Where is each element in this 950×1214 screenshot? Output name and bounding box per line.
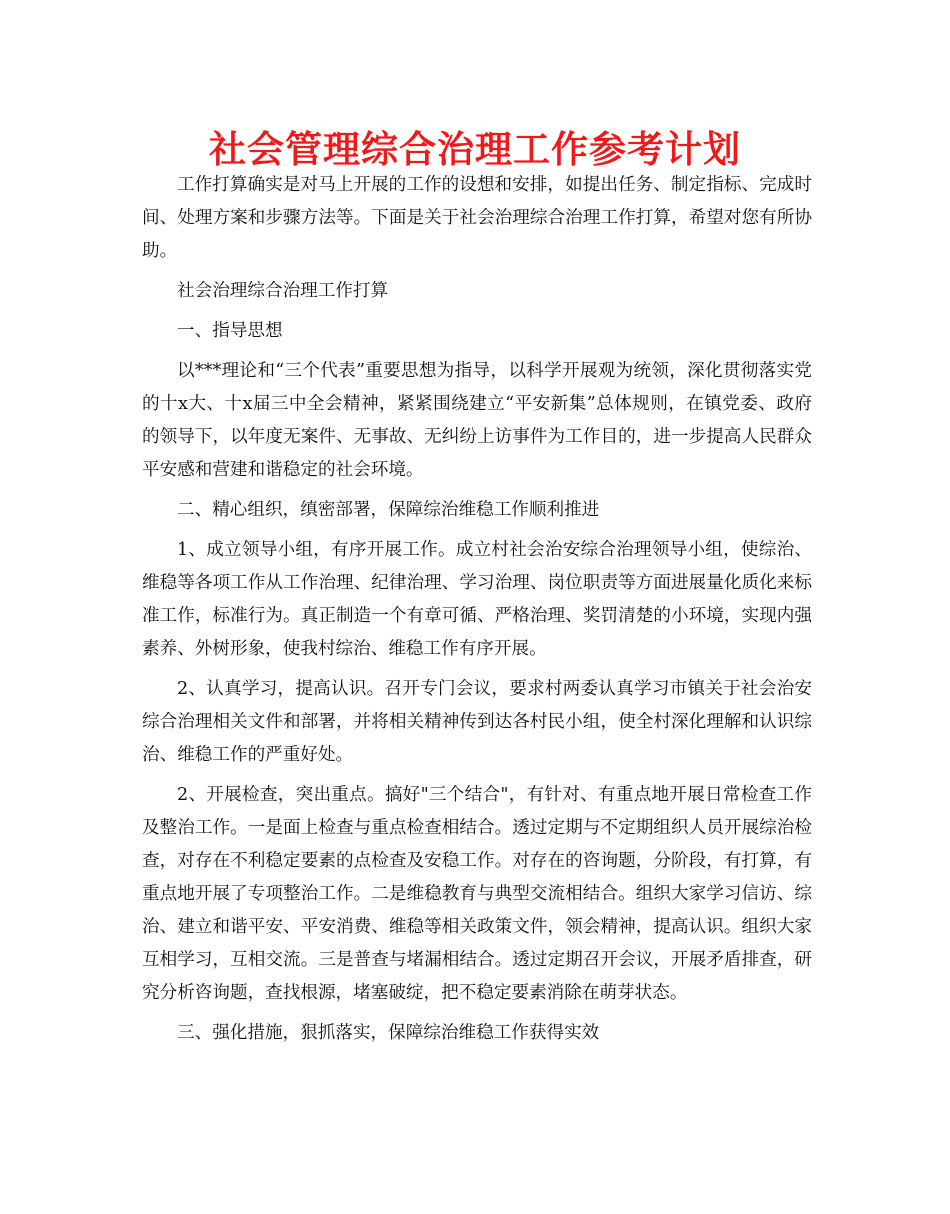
study-paragraph: 2、认真学习，提高认识。召开专门会议，要求村两委认真学习市镇关于社会治安综合治理相关文件和部署，并将相关精神传到达各村民小组，使全村深化理解和认识综治、维稳工作的严重好处。: [142, 679, 812, 765]
leadership-group-paragraph: 1、成立领导小组，有序开展工作。成立村社会治安综合治理领导小组，使综治、维稳等各项工作从工作治理、纪律治理、学习治理、岗位职责等方面进展量化质化来标准工作，标准行为。真正制造一个有章可循、严格治理、奖罚清楚的小环境，实现内强素养、外树形象，使我村综治、维稳工作有序开展。: [142, 540, 812, 659]
section-heading-plan: 社会治理综合治理工作打算: [177, 281, 389, 301]
inspection-paragraph: 2、开展检查，突出重点。搞好"三个结合"，有针对、有重点地开展日常检查工作及整治工作。一是面上检查与重点检查相结合。透过定期与不定期组织人员开展综治检查，对存在不利稳定要素的点检查及安稳工作。对存在的咨询题，分阶段，有打算，有重点地开展了专项整治工作。二是维稳教育与典型交流相结合。组织大家学习信访、综治、建立和谐平安、平安消费、维稳等相关政策文件，领会精神，提高认识。组织大家互相学习，互相交流。三是普查与堵漏相结合。透过定期召开会议，开展矛盾排查，研究分析咨询题，查找根源，堵塞破绽，把不稳定要素消除在萌芽状态。: [142, 785, 812, 1003]
section-heading-guiding-thought: 一、指导思想: [177, 321, 283, 341]
document-body: [142, 169, 812, 1057]
document-title: 社会管理综合治理工作参考计划: [209, 128, 741, 171]
intro-paragraph: 工作打算确实是对马上开展的工作的设想和安排，如提出任务、制定指标、完成时间、处理方案和步骤方法等。下面是关于社会治理综合治理工作打算，希望对您有所协助。: [142, 175, 812, 261]
guiding-thought-paragraph: 以***理论和“三个代表”重要思想为指导，以科学开展观为统领，深化贯彻落实党的十x大、十x届三中全会精神，紧紧围绕建立“平安新集”总体规则，在镇党委、政府的领导下，以年度无案件、无事故、无纠纷上访事件为工作目的，进一步提高人民群众平安感和营建和谐稳定的社会环境。: [142, 361, 812, 480]
section-heading-organization: 二、精心组织，缜密部署，保障综治维稳工作顺利推进: [177, 500, 600, 520]
section-heading-measures: 三、强化措施，狠抓落实，保障综治维稳工作获得实效: [177, 1023, 600, 1043]
